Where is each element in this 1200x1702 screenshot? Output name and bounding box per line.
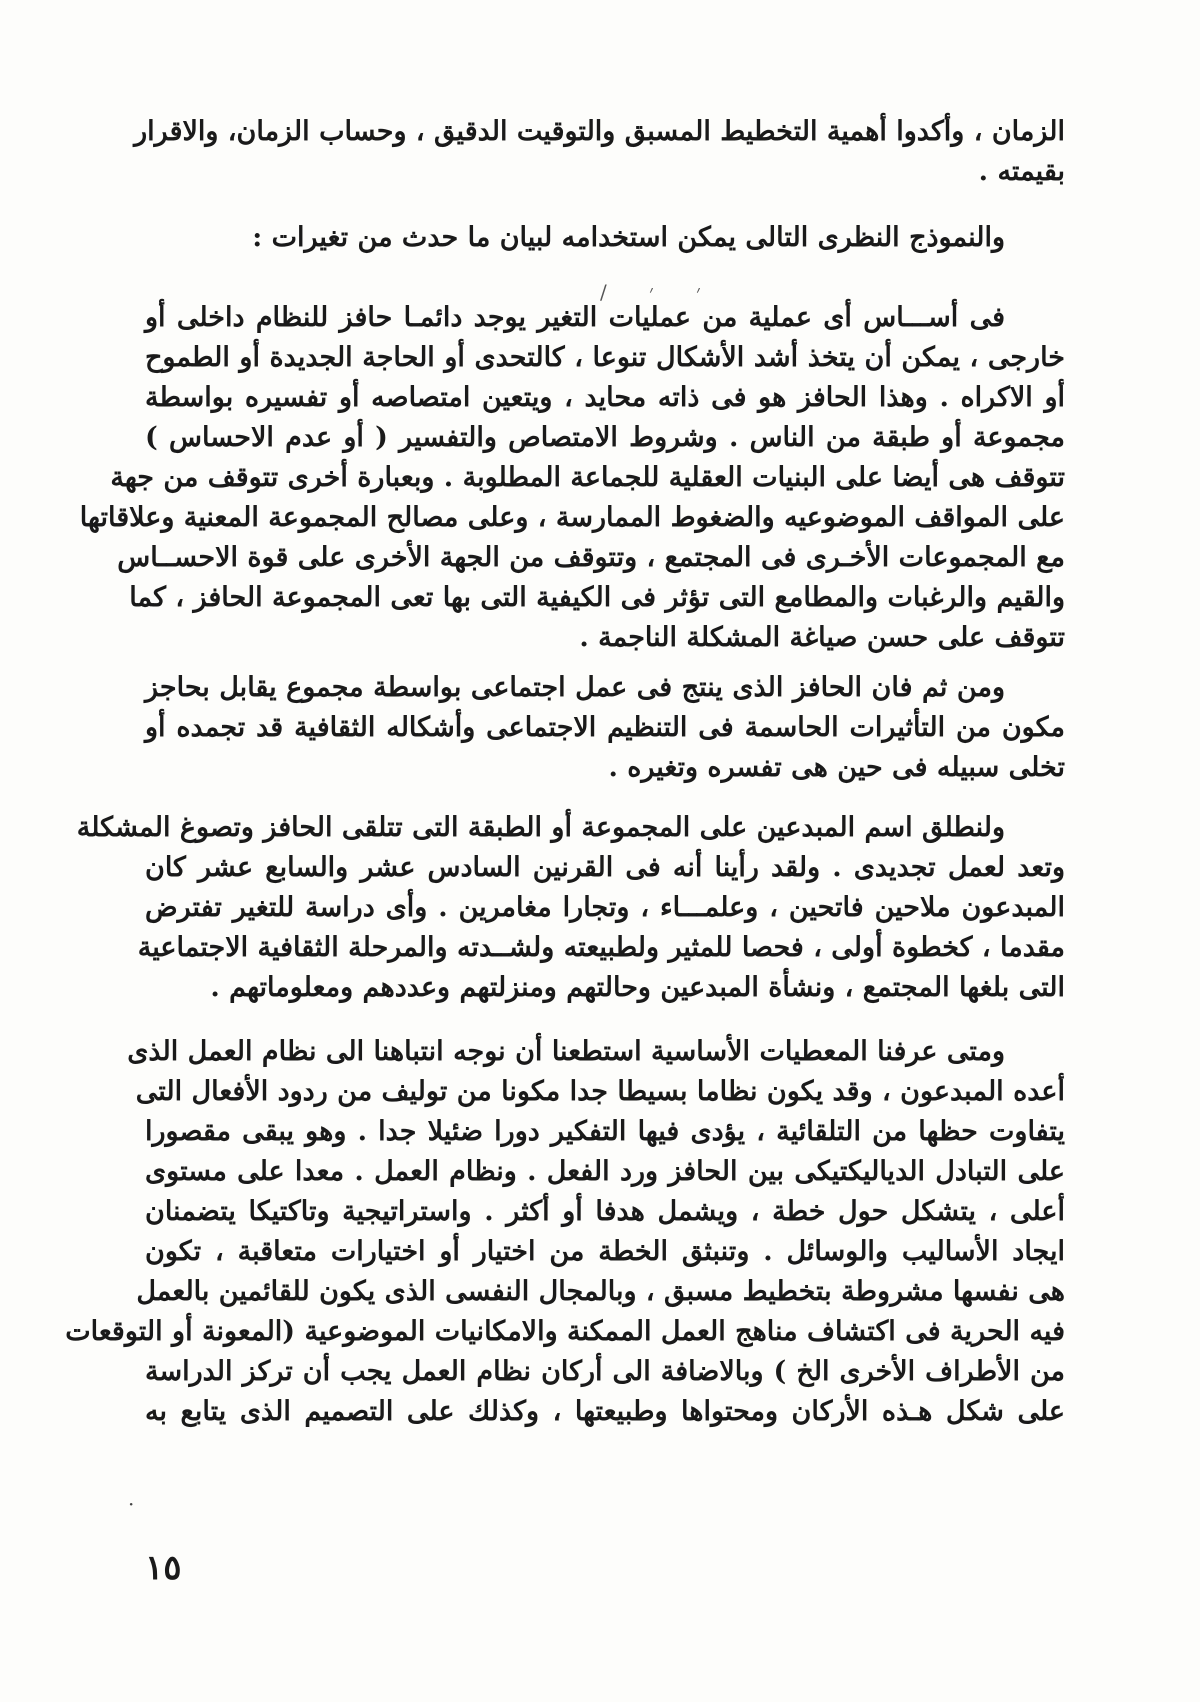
paragraph-5-line-4: مقدما ، كخطوة أولى ، فحصا للمثير ولطبيعته ولشــدته والمرحلة الثقافية الاجتماعية: [137, 932, 1065, 963]
scan-artifact-marks: / ׳ ׳: [600, 280, 719, 304]
paragraph-5: [76, 808, 1065, 1008]
paragraph-3-line-7: مع المجموعات الأخـرى فى المجتمع ، وتتوقف من الجهة الأخرى على قوة الاحســاس: [117, 542, 1065, 573]
paragraph-6-line-2: أعده المبدعون ، وقد يكون نظاما بسيطا جدا مكونا من توليف من ردود الأفعال التى: [135, 1076, 1065, 1107]
paragraph-6-line-3: يتفاوت حظها من التلقائية ، يؤدى فيها التفكير دورا ضئيلا جدا . وهو يبقى مقصورا: [145, 1116, 1065, 1147]
paragraph-4: [145, 668, 1065, 788]
paragraph-3: [79, 298, 1065, 658]
paragraph-5-line-2: وتعد لعمل تجديدى . ولقد رأينا أنه فى القرنين السادس عشر والسابع عشر كان: [145, 852, 1065, 883]
page-number: ١٥: [145, 1548, 182, 1588]
paragraph-3-line-3: أو الاكراه . وهذا الحافز هو فى ذاته محايد ، ويتعين امتصاصه أو تفسيره بواسطة: [145, 382, 1065, 413]
paragraph-3-line-9: تتوقف على حسن صياغة المشكلة الناجمة .: [579, 622, 1065, 653]
paragraph-6-line-4: على التبادل الدياليكتيكى بين الحافز ورد الفعل . ونظام العمل . معدا على مستوى: [145, 1156, 1065, 1187]
paragraph-3-line-1: فى أســـاس أى عملية من عمليات التغير يوجد دائمـا حافز للنظام داخلى أو: [145, 302, 1005, 333]
paragraph-3-line-2: خارجى ، يمكن أن يتخذ أشد الأشكال تنوعا ، كالتحدى أو الحاجة الجديدة أو الطموح: [145, 342, 1065, 373]
paragraph-2-line-1: والنموذج النظرى التالى يمكن استخدامه لبيان ما حدث من تغيرات :: [252, 222, 1005, 253]
paragraph-1-line-2: بقيمته .: [978, 156, 1065, 187]
paragraph-3-line-8: والقيم والرغبات والمطامع التى تؤثر فى الكيفية التى بها تعى المجموعة الحافز ، كما: [129, 582, 1065, 613]
paragraph-3-line-4: مجموعة أو طبقة من الناس . وشروط الامتصاص والتفسير ( أو عدم الاحساس ): [145, 422, 1065, 453]
paragraph-6-line-7: هى نفسها مشروطة بتخطيط مسبق ، وبالمجال النفسى الذى يكون للقائمين بالعمل: [136, 1276, 1065, 1307]
margin-dot-mark: ·: [128, 1492, 135, 1516]
paragraph-1-line-1: الزمان ، وأكدوا أهمية التخطيط المسبق والتوقيت الدقيق ، وحساب الزمان، والاقرار: [134, 116, 1065, 147]
paragraph-6-line-10: على شكل هـذه الأركان ومحتواها وطبيعتها ، وكذلك على التصميم الذى يتابع به: [145, 1396, 1065, 1427]
paragraph-4-line-3: تخلى سبيله فى حين هى تفسره وتغيره .: [608, 752, 1065, 783]
paragraph-5-line-3: المبدعون ملاحين فاتحين ، وعلمـــاء ، وتجارا مغامرين . وأى دراسة للتغير تفترض: [145, 892, 1065, 923]
paragraph-6-line-8: فيه الحرية فى اكتشاف مناهج العمل الممكنة والامكانيات الموضوعية (المعونة أو التوقعات: [65, 1316, 1065, 1347]
paragraph-5-line-1: ولنطلق اسم المبدعين على المجموعة أو الطبقة التى تتلقى الحافز وتصوغ المشكلة: [76, 812, 1005, 843]
paragraph-4-line-1: ومن ثم فان الحافز الذى ينتج فى عمل اجتماعى بواسطة مجموع يقابل بحاجز: [145, 672, 1005, 703]
paragraph-1: [134, 112, 1065, 192]
paragraph-6-line-1: ومتى عرفنا المعطيات الأساسية استطعنا أن نوجه انتباهنا الى نظام العمل الذى: [127, 1036, 1005, 1067]
paragraph-6-line-9: من الأطراف الأخرى الخ ) وبالاضافة الى أركان نظام العمل يجب أن تركز الدراسة: [145, 1356, 1065, 1387]
paragraph-4-line-2: مكون من التأثيرات الحاسمة فى التنظيم الاجتماعى وأشكاله الثقافية قد تجمده أو: [145, 712, 1065, 743]
paragraph-6-line-5: أعلى ، يتشكل حول خطة ، ويشمل هدفا أو أكثر . واستراتيجية وتاكتيكا يتضمنان: [145, 1196, 1065, 1227]
paragraph-5-line-5: التى بلغها المجتمع ، ونشأة المبدعين وحالتهم ومنزلتهم وعددهم ومعلوماتهم .: [210, 972, 1065, 1003]
paragraph-3-line-6: على المواقف الموضوعيه والضغوط الممارسة ، وعلى مصالح المجموعة المعنية وعلاقاتها: [79, 502, 1065, 533]
paragraph-3-line-5: تتوقف هى أيضا على البنيات العقلية للجماعة المطلوبة . وبعبارة أخرى تتوقف من جهة: [110, 462, 1065, 493]
paragraph-6-line-6: ايجاد الأساليب والوسائل . وتنبثق الخطة من اختيار أو اختيارات متعاقبة ، تكون: [145, 1236, 1065, 1267]
paragraph-2: [145, 218, 1065, 258]
paragraph-6: [65, 1032, 1065, 1432]
